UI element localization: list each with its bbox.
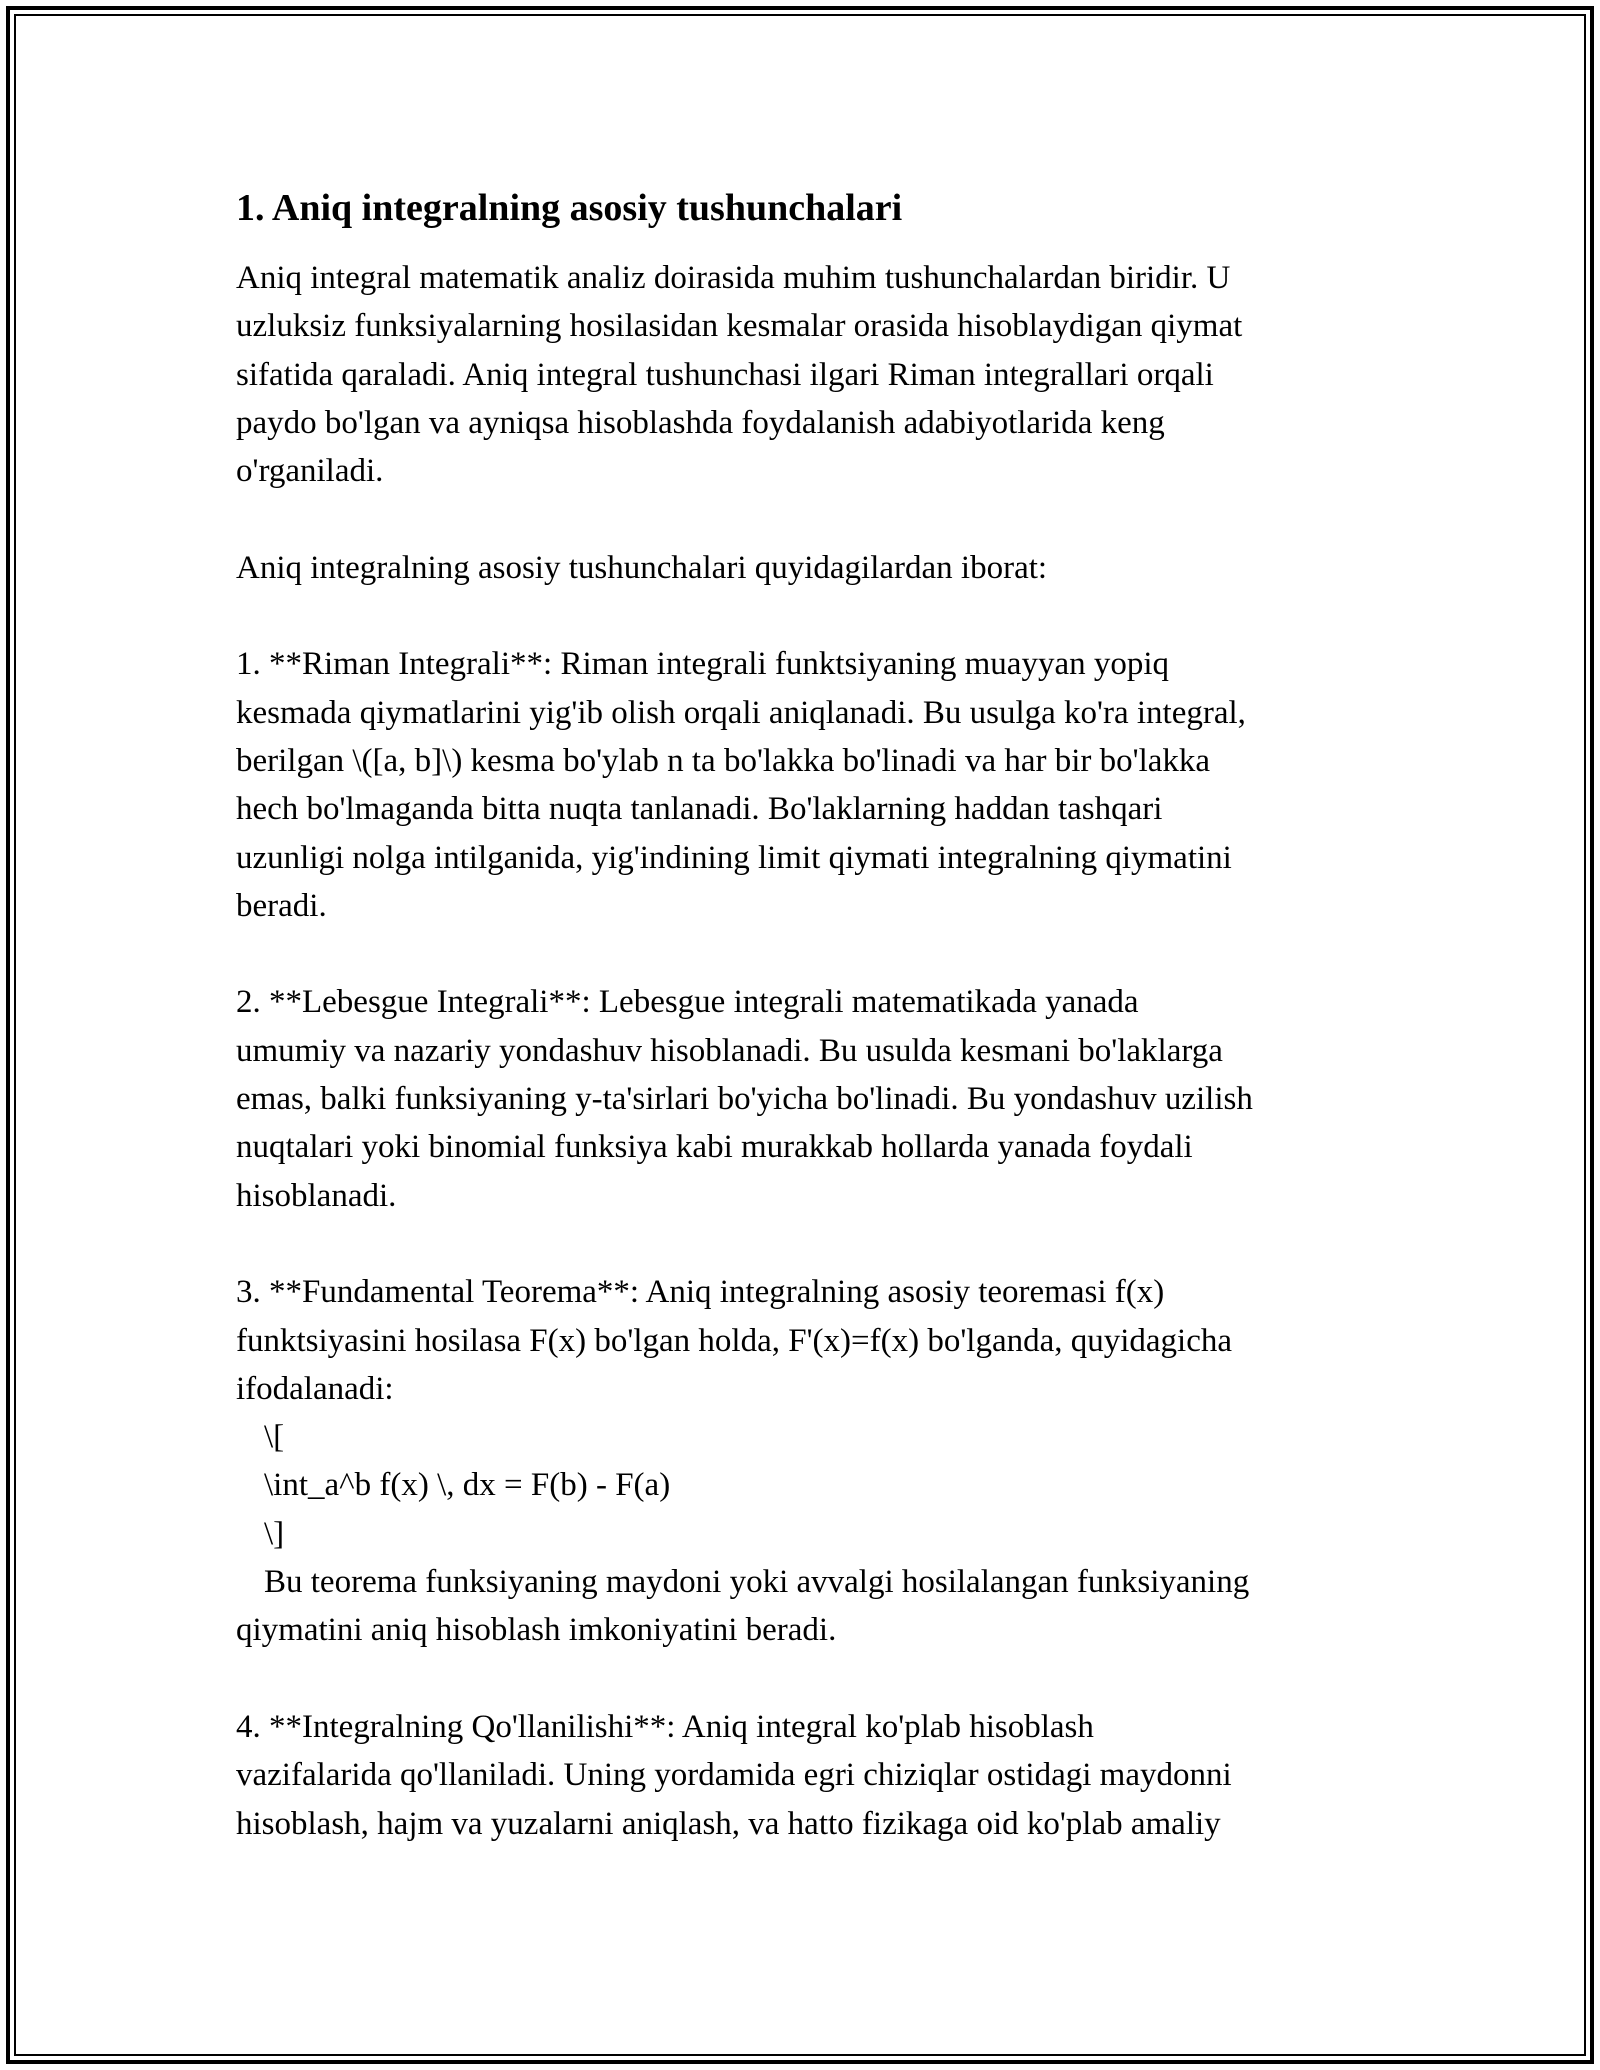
text-line: qiymatini aniq hisoblash imkoniyatini beradi.	[236, 1612, 837, 1649]
text-line: funktsiyasini hosilasa F(x) bo'lgan holda, F'(x)=f(x) bo'lganda, quyidagicha	[236, 1322, 1233, 1359]
list-intro: Aniq integralning asosiy tushunchalari quyidagilardan iborat:	[236, 549, 1048, 586]
text-line: o'rganiladi.	[236, 453, 384, 490]
text-line: beradi.	[236, 887, 327, 924]
list-item-fundamental	[236, 1268, 1376, 1654]
text-line: Bu teorema funksiyaning maydoni yoki avvalgi hosilalangan funksiyaning	[264, 1564, 1250, 1601]
text-line: uzluksiz funksiyalarning hosilasidan kesmalar orasida hisoblaydigan qiymat	[236, 308, 1243, 345]
text-line: umumiy va nazariy yondashuv hisoblanadi. Bu usulda kesmani bo'laklarga	[236, 1032, 1223, 1069]
formula-line: \[	[264, 1419, 285, 1456]
text-line: sifatida qaraladi. Aniq integral tushunchasi ilgari Riman integrallari orqali	[236, 356, 1214, 393]
list-item-lebesgue	[236, 978, 1376, 1219]
list-item-application	[236, 1703, 1376, 1848]
text-line: berilgan \([a, b]\) kesma bo'ylab n ta bo'lakka bo'linadi va har bir bo'lakka	[236, 742, 1211, 779]
text-line: emas, balki funksiyaning y-ta'sirlari bo'yicha bo'linadi. Bu yondashuv uzilish	[236, 1081, 1253, 1118]
text-line: hisoblash, hajm va yuzalarni aniqlash, va hatto fizikaga oid ko'plab amaliy	[236, 1805, 1221, 1842]
text-line: paydo bo'lgan va ayniqsa hisoblashda foydalanish adabiyotlarida keng	[236, 404, 1165, 441]
formula-line: \int_a^b f(x) \, dx = F(b) - F(a)	[264, 1467, 671, 1504]
text-line: vazifalarida qo'llaniladi. Uning yordamida egri chiziqlar ostidagi maydonni	[236, 1757, 1232, 1794]
intro-paragraph	[236, 254, 1376, 495]
document-body	[236, 184, 1376, 1848]
text-line: uzunligi nolga intilganida, yig'indining limit qiymati integralning qiymatini	[236, 839, 1232, 876]
text-line: 1. **Riman Integrali**: Riman integrali funktsiyaning muayyan yopiq	[236, 646, 1170, 683]
text-line: 2. **Lebesgue Integrali**: Lebesgue integrali matematikada yanada	[236, 984, 1139, 1021]
list-item-riman	[236, 640, 1376, 930]
text-line: nuqtalari yoki binomial funksiya kabi murakkab hollarda yanada foydali	[236, 1129, 1193, 1166]
text-line: hech bo'lmaganda bitta nuqta tanlanadi. Bo'laklarning haddan tashqari	[236, 791, 1163, 828]
text-line: Aniq integral matematik analiz doirasida muhim tushunchalardan biridir. U	[236, 260, 1231, 296]
text-line: 4. **Integralning Qo'llanilishi**: Aniq integral ko'plab hisoblash	[236, 1708, 1094, 1745]
formula-line: \]	[264, 1515, 285, 1552]
text-line: hisoblanadi.	[236, 1177, 397, 1214]
section-heading: 1. Aniq integralning asosiy tushunchalari	[236, 187, 903, 229]
text-line: ifodalanadi:	[236, 1370, 394, 1407]
text-line: 3. **Fundamental Teorema**: Aniq integralning asosiy teoremasi f(x)	[236, 1274, 1165, 1311]
text-line: kesmada qiymatlarini yig'ib olish orqali aniqlanadi. Bu usulga ko'ra integral,	[236, 694, 1246, 731]
